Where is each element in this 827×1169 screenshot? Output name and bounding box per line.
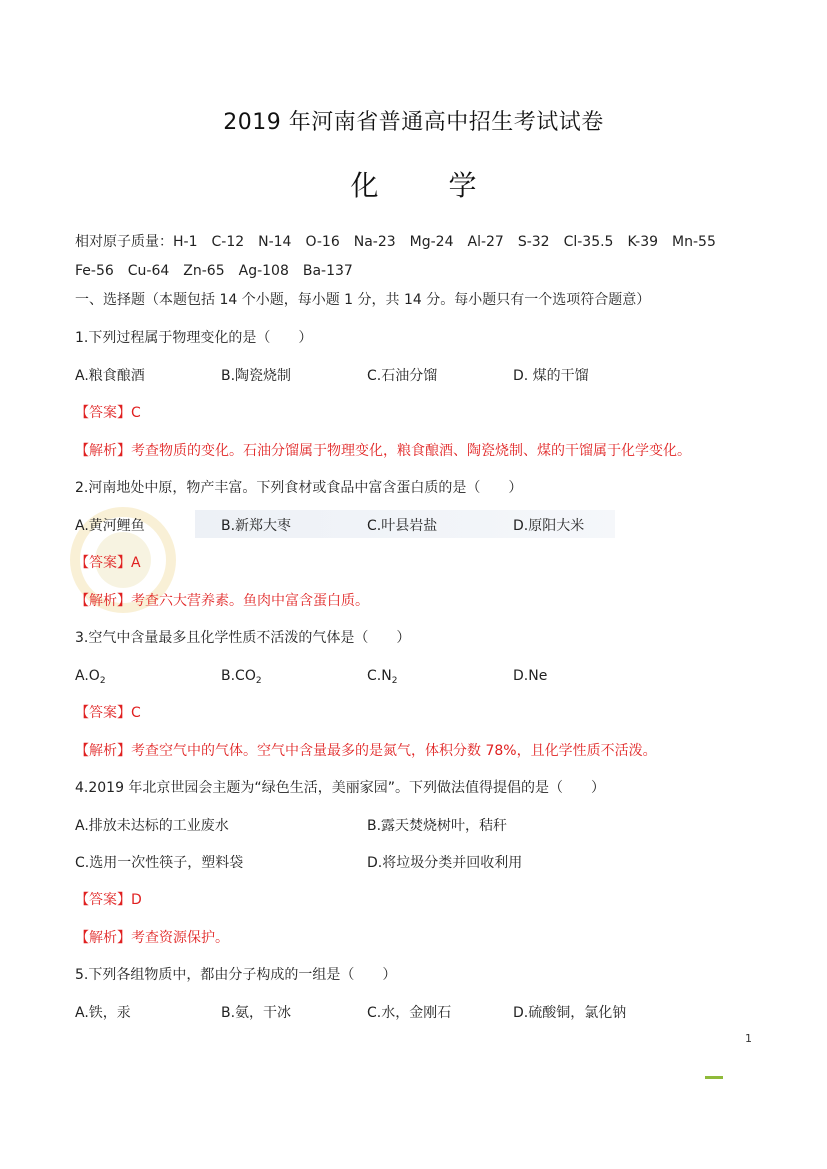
question-1-option-c: C.石油分馏 xyxy=(367,368,438,384)
question-3-answer: 【答案】C xyxy=(75,705,141,721)
page-number: 1 xyxy=(745,1032,752,1045)
question-3-option-d: D.Ne xyxy=(513,668,548,684)
question-1-answer: 【答案】C xyxy=(75,405,141,421)
question-5-option-a: A.铁，汞 xyxy=(75,1005,131,1021)
question-2-option-a: A.黄河鲤鱼 xyxy=(75,518,145,534)
question-4-option-d: D.将垃圾分类并回收利用 xyxy=(367,855,523,871)
question-1-option-a: A.粮食酿酒 xyxy=(75,368,145,384)
question-2-option-c: C.叶县岩盐 xyxy=(367,518,438,534)
question-1-option-b: B.陶瓷烧制 xyxy=(221,368,292,384)
question-2-analysis: 【解析】考查六大营养素。鱼肉中富含蛋白质。 xyxy=(75,593,369,609)
question-5-stem: 5.下列各组物质中，都由分子构成的一组是（ ） xyxy=(75,967,397,983)
question-2-option-b: B.新郑大枣 xyxy=(221,518,292,534)
question-3-option-c: $C.N_2$ xyxy=(367,668,398,686)
question-4-option-c: C.选用一次性筷子，塑料袋 xyxy=(75,855,244,871)
question-2-stem: 2.河南地处中原，物产丰富。下列食材或食品中富含蛋白质的是（ ） xyxy=(75,480,523,496)
question-5-option-d: D.硫酸铜，氯化钠 xyxy=(513,1005,627,1021)
subject-char-2: 学 xyxy=(448,169,477,202)
question-3-option-a: $A.O_2$ xyxy=(75,668,106,686)
question-4-analysis: 【解析】考查资源保护。 xyxy=(75,930,229,946)
question-5-option-b: B.氨，干冰 xyxy=(221,1005,292,1021)
question-3-option-b: $B.CO_2$ xyxy=(221,668,262,686)
question-4-stem: 4.2019 年北京世园会主题为“绿色生活，美丽家园”。下列做法值得提倡的是（ ） xyxy=(75,780,605,796)
subject-heading xyxy=(0,164,827,204)
question-2-answer: 【答案】A xyxy=(75,555,141,571)
atomic-mass-line-1: 相对原子质量：H-1 C-12 N-14 O-16 Na-23 Mg-24 Al-27 S-32 Cl-35.5 K-39 Mn-55 xyxy=(75,234,716,250)
question-4-option-b: B.露天焚烧树叶，秸秆 xyxy=(367,818,508,834)
question-1-option-d: D. 煤的干馏 xyxy=(513,368,589,384)
question-3-analysis: 【解析】考查空气中的气体。空气中含量最多的是氮气，体积分数 78%，且化学性质不活泼。 xyxy=(75,743,657,759)
question-4-option-a: A.排放未达标的工业废水 xyxy=(75,818,229,834)
exam-title: 2019 年河南省普通高中招生考试试卷 xyxy=(223,110,604,135)
atomic-mass-line-2: Fe-56 Cu-64 Zn-65 Ag-108 Ba-137 xyxy=(75,263,353,279)
question-3-stem: 3.空气中含量最多且化学性质不活泼的气体是（ ） xyxy=(75,630,411,646)
question-4-answer: 【答案】D xyxy=(75,892,142,908)
subject-char-1: 化 xyxy=(350,169,379,202)
question-5-option-c: C.水，金刚石 xyxy=(367,1005,452,1021)
question-1-stem: 1.下列过程属于物理变化的是（ ） xyxy=(75,330,313,346)
question-2-option-d: D.原阳大米 xyxy=(513,518,585,534)
footer-accent-bar xyxy=(705,1076,723,1079)
section-heading: 一、选择题（本题包括 14 个小题，每小题 1 分，共 14 分。每小题只有一个选项符合题意） xyxy=(75,292,651,308)
question-1-analysis: 【解析】考查物质的变化。石油分馏属于物理变化，粮食酿酒、陶瓷烧制、煤的干馏属于化学变化。 xyxy=(75,443,691,459)
